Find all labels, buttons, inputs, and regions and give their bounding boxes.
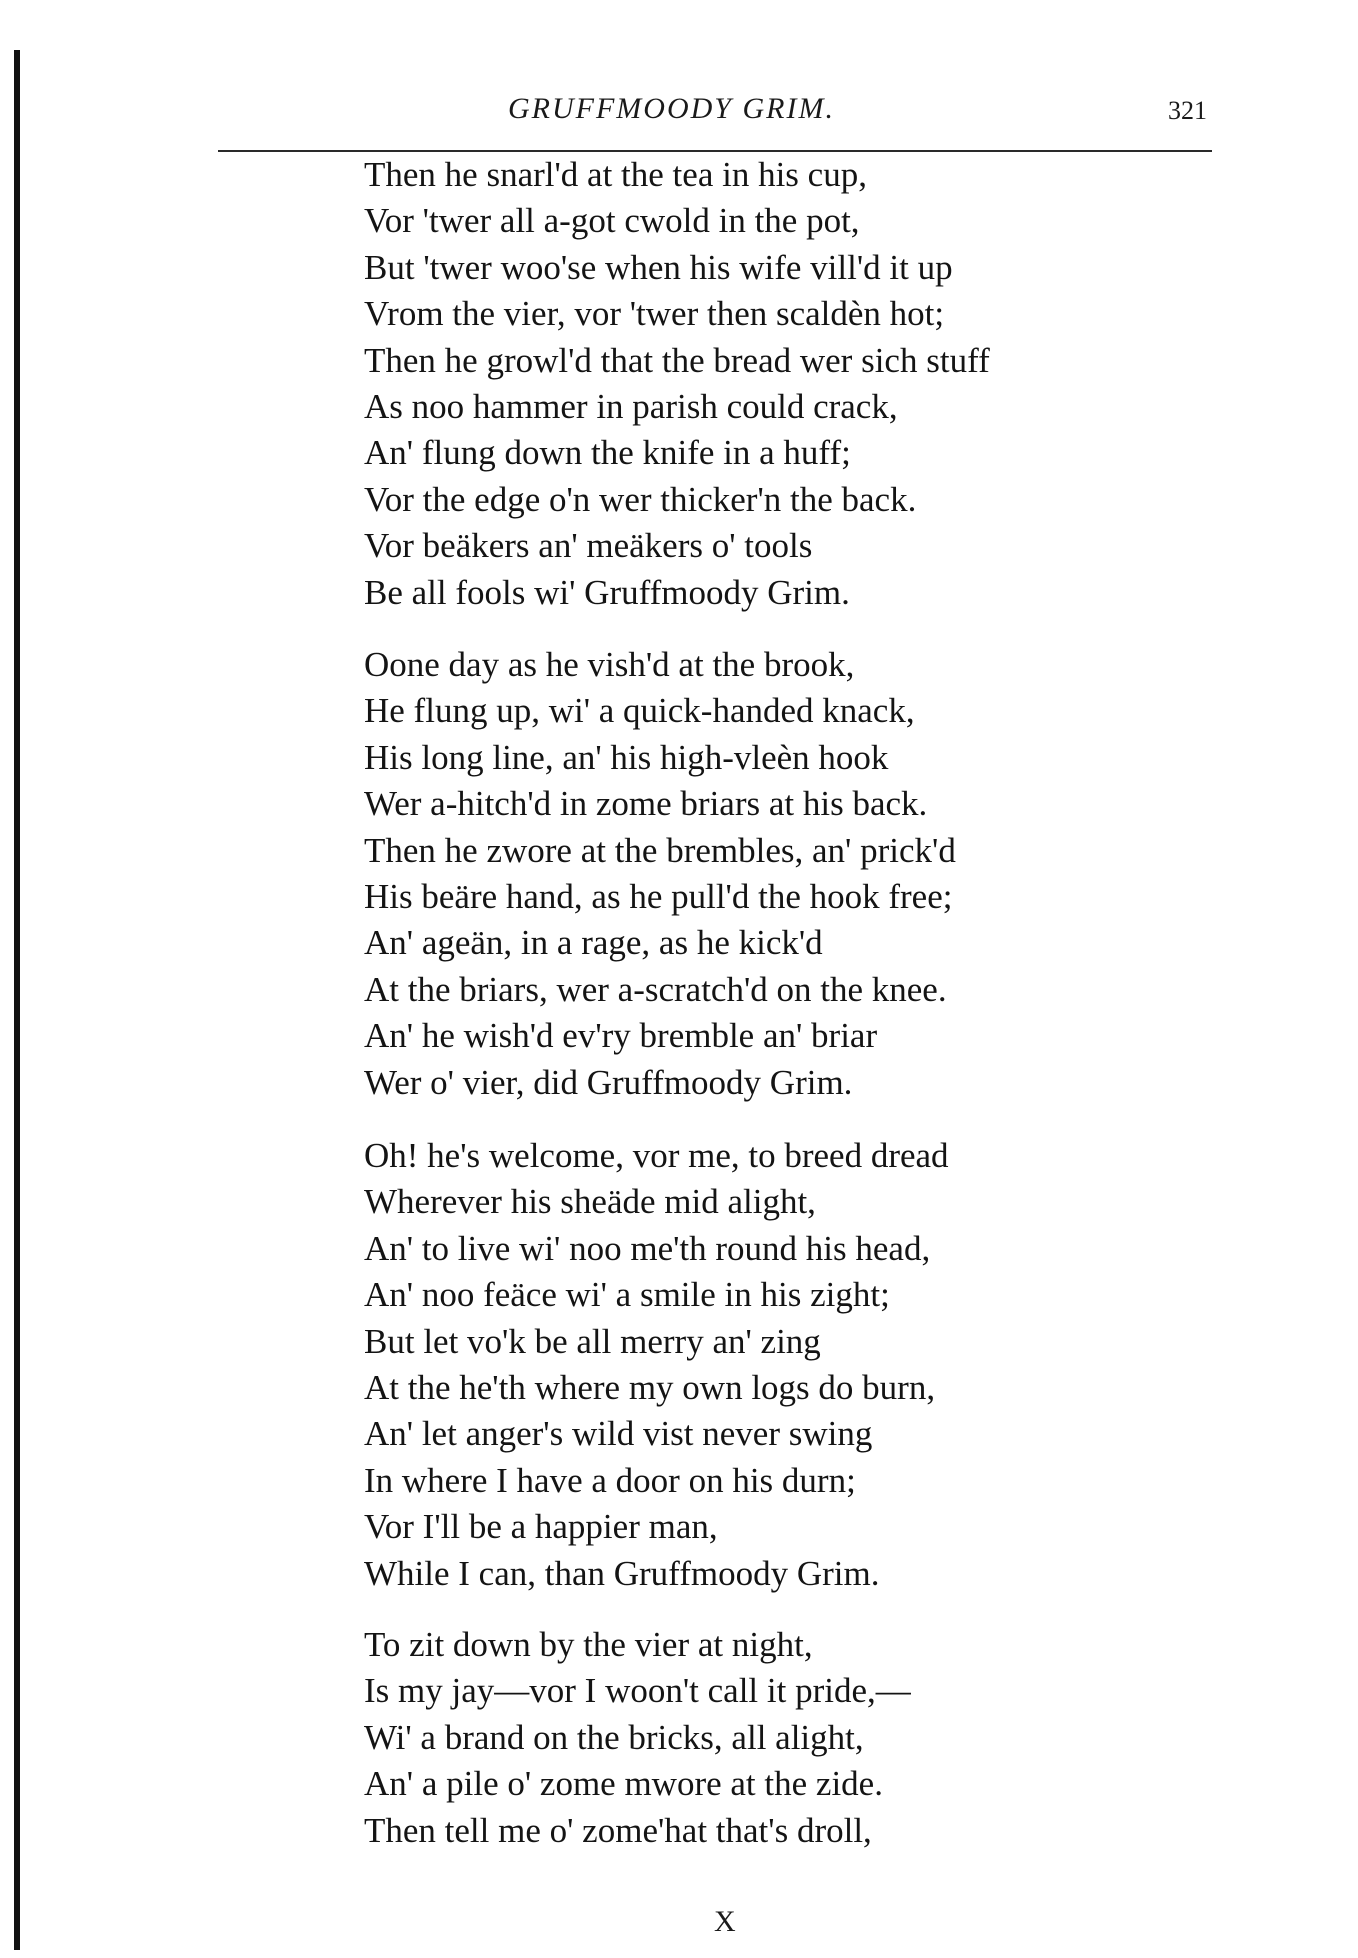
poem-line: At the briars, wer a-scratch'd on the knee.: [364, 969, 947, 1009]
poem-line: He flung up, wi' a quick-handed knack,: [364, 691, 915, 731]
poem-line: Oh! he's welcome, vor me, to breed dread: [364, 1136, 949, 1175]
poem-line: Vor I'll be a happier man,: [364, 1507, 718, 1547]
poem-line: At the he'th where my own logs do burn,: [364, 1368, 936, 1407]
poem-line: But let vo'k be all merry an' zing: [364, 1321, 821, 1361]
poem-line: Oone day as he vish'd at the brook,: [364, 645, 855, 684]
poem-line: Wer a-hitch'd in zome briars at his back.: [364, 784, 928, 824]
poem-line: Vor the edge o'n wer thicker'n the back.: [364, 479, 917, 519]
running-title: GRUFFMOODY GRIM.: [508, 92, 835, 125]
poem-line: Is my jay—vor I woon't call it pride,—: [364, 1671, 911, 1711]
poem-line: An' he wish'd ev'ry bremble an' briar: [364, 1016, 878, 1056]
poem-line: But 'twer woo'se when his wife vill'd it up: [364, 247, 953, 287]
binding-edge-line: [14, 50, 20, 1950]
poem-line: Then he growl'd that the bread wer sich stuff: [364, 340, 990, 380]
poem-line: Then he zwore at the brembles, an' prick'd: [364, 830, 956, 870]
poem-line: An' to live wi' noo me'th round his head,: [364, 1228, 931, 1268]
poem-line: To zit down by the vier at night,: [364, 1625, 813, 1664]
poem-line: Vor 'twer all a-got cwold in the pot,: [364, 201, 860, 241]
poem-line: While I can, than Gruffmoody Grim.: [364, 1553, 880, 1593]
poem-line: An' let anger's wild vist never swing: [364, 1414, 873, 1454]
poem-line: Wi' a brand on the bricks, all alight,: [364, 1717, 864, 1757]
page-number: 321: [1168, 96, 1207, 125]
signature-mark: X: [714, 1905, 736, 1938]
poem-line: An' ageän, in a rage, as he kick'd: [364, 923, 823, 963]
poem-line: As noo hammer in parish could crack,: [364, 387, 898, 426]
poem-line: Be all fools wi' Gruffmoody Grim.: [364, 572, 850, 612]
poem-line: His long line, an' his high-vleèn hook: [364, 737, 889, 777]
poem-line: His beäre hand, as he pull'd the hook free;: [364, 877, 953, 916]
header-rule: [218, 150, 1212, 152]
poem-line: Vor beäkers an' meäkers o' tools: [364, 526, 813, 566]
poem-line: Then tell me o' zome'hat that's droll,: [364, 1810, 872, 1850]
poem-line: In where I have a door on his durn;: [364, 1460, 856, 1500]
poem-line: Wherever his sheäde mid alight,: [364, 1182, 816, 1222]
poem-line: Vrom the vier, vor 'twer then scaldèn hot;: [364, 294, 945, 334]
poem-line: An' a pile o' zome mwore at the zide.: [364, 1764, 883, 1804]
poem-line: Wer o' vier, did Gruffmoody Grim.: [364, 1062, 853, 1102]
poem-line: An' noo feäce wi' a smile in his zight;: [364, 1275, 890, 1315]
poem-line: Then he snarl'd at the tea in his cup,: [364, 155, 867, 194]
poem-line: An' flung down the knife in a huff;: [364, 433, 851, 473]
